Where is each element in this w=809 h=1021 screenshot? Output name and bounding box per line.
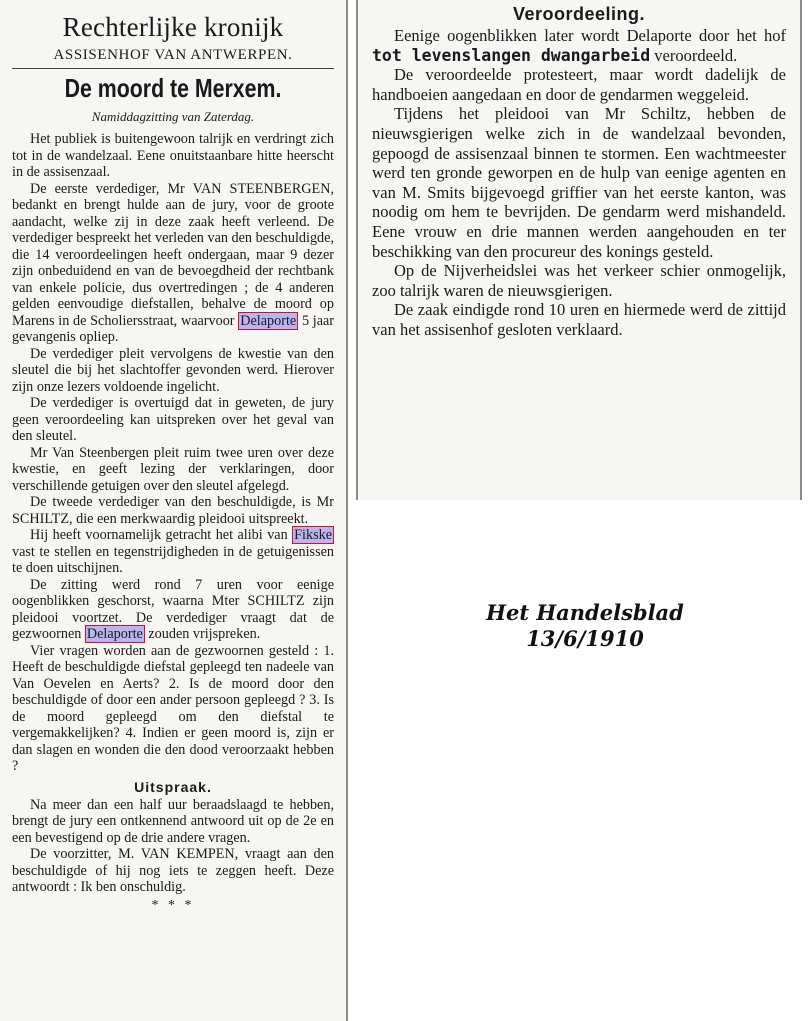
paragraph: De voorzitter, M. VAN KEMPEN, vraagt aan den beschuldigde of hij nog iets te zeggen heeft. Deze antwoordt : Ik ben onschuldig.: [12, 846, 334, 895]
source-caption: [420, 600, 750, 652]
paragraph: Op de Nijverheidslei was het verkeer schier onmogelijk, zoo talrijk waren de nieuwsgierigen.: [372, 261, 786, 300]
session-label: Namiddagzitting van Zaterdag.: [91, 109, 255, 124]
verdict-bold-text: tot levenslangen dwangarbeid: [372, 45, 651, 65]
paragraph: Het publiek is buitengewoon talrijk en verdringt zich tot in de wandelzaal. Eene onuitstaanbare hitte heerscht in de assisenzaal.: [12, 131, 334, 180]
paragraph-text: Eenige oogenblikken later wordt Delaporte door het hof: [394, 26, 786, 45]
paragraph: De verdediger pleit vervolgens de kwestie van den sleutel die bij het slachtoffer gevonden werd. Hierover zijn onze lezers voldoende ingelicht.: [12, 345, 334, 395]
publication-date: 13/6/1910: [526, 626, 644, 651]
right-article-column: [356, 0, 802, 500]
section-title: Rechterlijke kronijk: [62, 12, 284, 42]
newspaper-name: Het Handelsblad: [486, 600, 684, 625]
left-article-column: [0, 0, 348, 1021]
paragraph: [12, 527, 334, 577]
paragraph: De zaak eindigde rond 10 uren en hiermede werd de zittijd van het assisenhof gesloten verklaard.: [372, 300, 786, 339]
paragraph: Na meer dan een half uur beraadslaagd te hebben, brengt de jury een ontkennend antwoord uit op de 2e en een bevestigend op de drie andere vragen.: [12, 796, 334, 846]
paragraph-text: 5 jaar gevangenis opliep.: [12, 312, 335, 345]
paragraph-text: Hij heeft voornamelijk getracht het alibi van: [30, 527, 288, 543]
paragraph: [12, 577, 334, 643]
separator-stars: * * *: [151, 897, 195, 913]
highlighted-name-fikske: Fikske: [294, 527, 333, 543]
paragraph-text: De eerste verdediger, Mr VAN STEENBERGEN, bedankt en brengt hulde aan de jury, voor de groote aandacht, welke zij in deze zaak heeft verleend. De verdediger bespreekt het verleden van den beschuldigde, die 14 veroordeelingen heeft ondergaan, maar 9 dezer zijn onbeduidend en van de bevoegdheid der rechtbank van enkele policie, dus overtredingen ; de 4 anderen gelden eenvoudige diefstallen, behalve de moord op Marens in de Scholiersstraat, waarvoor: [12, 180, 334, 329]
article-headline: De moord te Merxem.: [64, 73, 282, 103]
paragraph: [12, 181, 334, 346]
divider: [12, 68, 334, 69]
paragraph: De veroordeelde protesteert, maar wordt dadelijk de handboeien aangedaan en door de gendarmen weggeleid.: [372, 65, 786, 104]
paragraph-text: veroordeeld.: [654, 45, 738, 65]
section-heading: Veroordeeling.: [512, 4, 646, 24]
paragraph: Mr Van Steenbergen pleit ruim twee uren over deze kwestie, en geeft lezing der verklaringen, door verschillende getuigen over den sleutel afgelegd.: [12, 444, 334, 494]
paragraph: [372, 26, 786, 65]
section-heading: Uitspraak.: [134, 778, 212, 795]
paragraph: Tijdens het pleidooi van Mr Schiltz, hebben de nieuwsgierigen welke zich in de wandelzaal bevonden, gepoogd de assisenzaal binnen te stormen. Een wachtmeester werd ten gronde geworpen en de hulp van eenige agenten en van M. Smits bijgevoegd griffier van het eerste kanton, was noodig om hem te bevrijden. De gendarm werd mishandeld. Eene vrouw en drie mannen werden aangehouden en ter beschikking van den procureur des konings gesteld.: [372, 104, 786, 261]
paragraph-text: De zitting werd rond 7 uren voor eenige oogenblikken geschorst, waarna Mter SCHILTZ zijn pleidooi voortzet. De verdediger vraagt dat de gezwoornen: [12, 576, 334, 642]
paragraph: De tweede verdediger van den beschuldigde, is Mr SCHILTZ, die een merkwaardig pleidooi uitspreekt.: [12, 494, 334, 527]
paragraph: Vier vragen worden aan de gezwoornen gesteld : 1. Heeft de beschuldigde diefstal gepleegd ten nadeele van Van Oevelen en Aerts? 2. Is de moord door den beschuldigde of door een ander persoon gepleegd ? 3. Is de moord gepleegd om den diefstal te vergemakkelijken? 4. Indien er geen moord is, zijn er dan slagen en wonden die den dood veroorzaakt hebben ?: [12, 642, 334, 774]
court-name: ASSISENHOF VAN ANTWERPEN.: [53, 47, 293, 63]
highlighted-name-delaporte: Delaporte: [240, 312, 297, 329]
paragraph-text: zouden vrijspreken.: [148, 626, 261, 642]
paragraph-text: vast te stellen en tegenstrijdigheden in de getuigenissen te doen uitschijnen.: [12, 543, 334, 576]
highlighted-name-delaporte: Delaporte: [86, 626, 143, 642]
paragraph: De verdediger is overtuigd dat in geweten, de jury geen veroordeeling kan uitspreken over het geval van den sleutel.: [12, 395, 334, 444]
